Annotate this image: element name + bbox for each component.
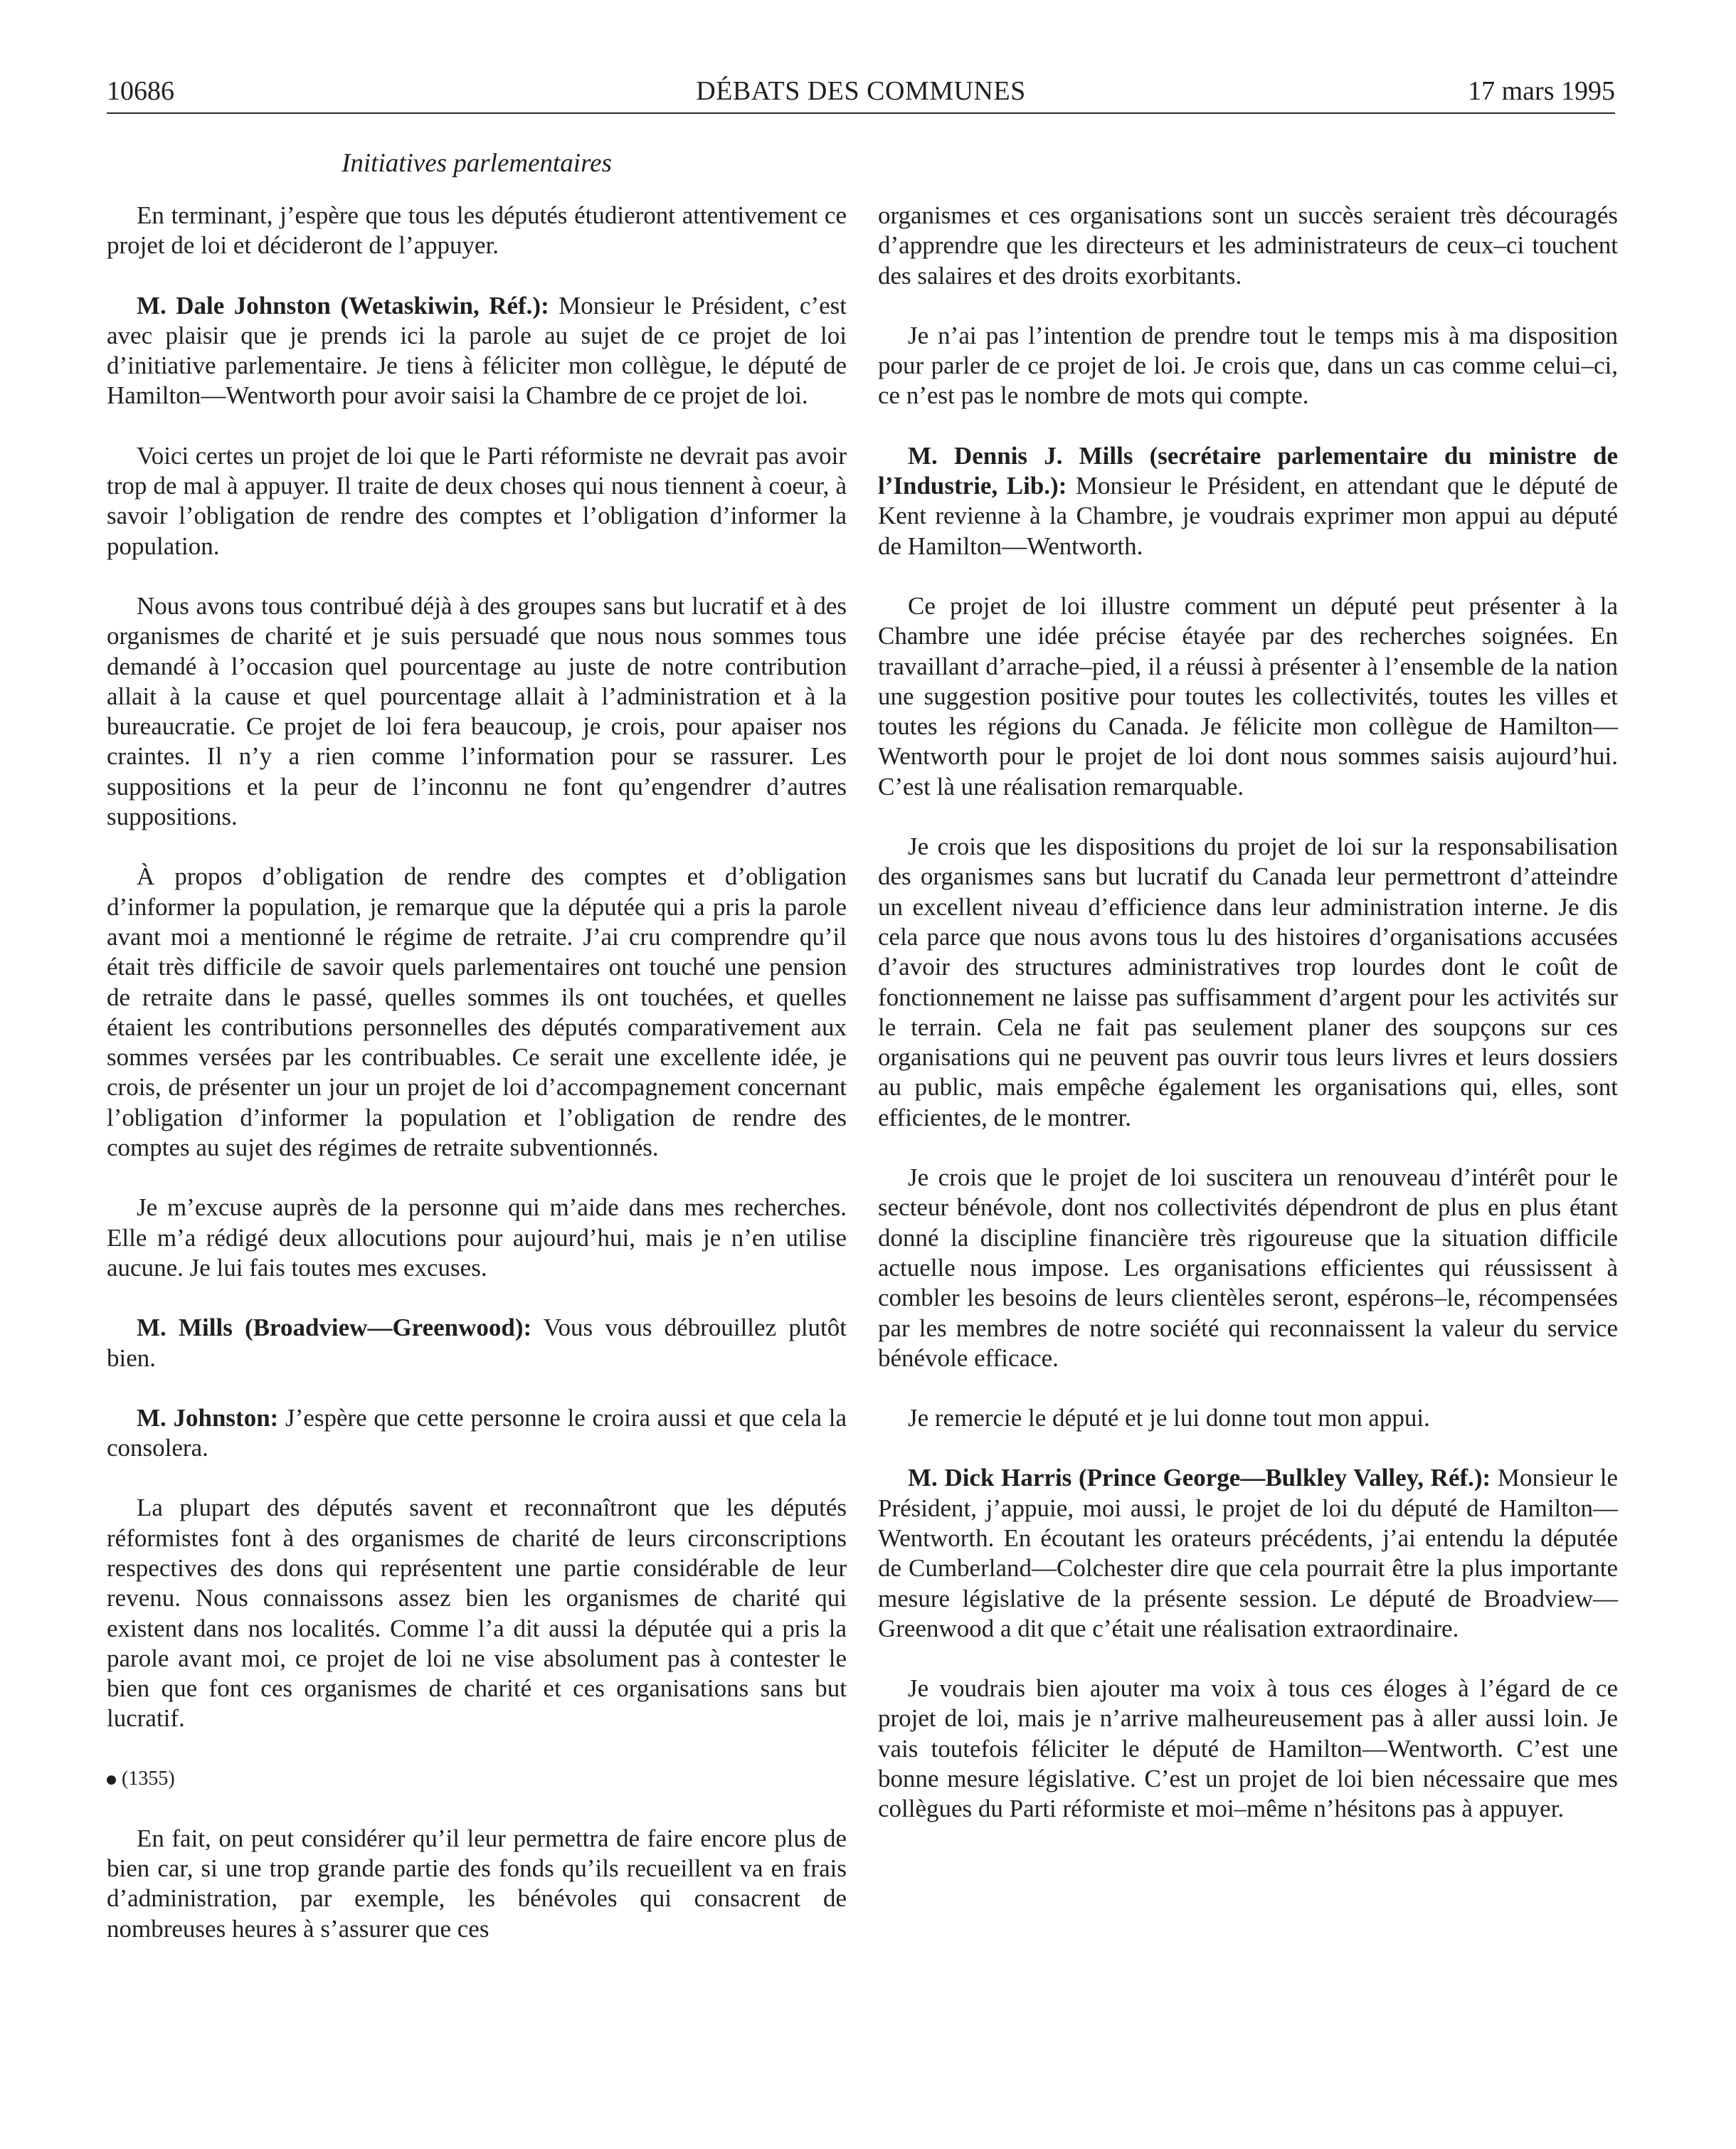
section-title: Initiatives parlementaires: [342, 149, 612, 178]
page-number: 10686: [107, 76, 174, 106]
timestamp-text: (1355): [122, 1767, 175, 1790]
paragraph: En fait, on peut considérer qu’il leur permettra de faire encore plus de bien car, si une trop grande partie des fonds qu’ils recueillent va en frais d’administration, par exemple, les bénévoles qui consacrent de nombreuses heures à s’assurer que ces: [107, 1824, 847, 1943]
page-header: [107, 70, 1615, 112]
paragraph: Je remercie le député et je lui donne tout mon appui.: [908, 1404, 1430, 1432]
paragraph: Je m’excuse auprès de la personne qui m’aide dans mes recherches. Elle m’a rédigé deux allocutions pour aujourd’hui, mais je n’en utilise aucune. Je lui fais toutes mes excuses.: [107, 1193, 847, 1282]
timestamp-marker: [107, 1764, 847, 1794]
speech-paragraph: [107, 1403, 847, 1464]
bullet-icon: [107, 1775, 116, 1785]
speaker-name: M. Mills (Broadview—Greenwood):: [137, 1314, 532, 1342]
paragraph: Voici certes un projet de loi que le Parti réformiste ne devrait pas avoir trop de mal à appuyer. Il traite de deux choses qui nous tiennent à coeur, à savoir l’obligation de rendre des comptes et l’obligation d’informer la population.: [107, 441, 847, 560]
left-column: [107, 201, 847, 1974]
paragraph: Je crois que le projet de loi suscitera un renouveau d’intérêt pour le secteur bénévole, dont nos collectivités dépendront de plus en plus étant donné la discipline financière très rigoureuse que la situation difficile actuelle nous impose. Les organisations efficientes qui réussissent à combler les besoins de leurs clientèles seront, espérons–le, récompensées par les membres de notre société qui reconnaissent la valeur du service bénévole efficace.: [878, 1163, 1618, 1372]
speech-text: Vous vous débrouillez plutôt bien.: [107, 1314, 847, 1372]
speaker-name: M. Dick Harris (Prince George—Bulkley Valley, Réf.):: [908, 1464, 1491, 1492]
speech-text: Monsieur le Président, en attendant que le député de Kent revienne à la Chambre, je voudrais exprimer mon appui au député de Hamilton—Wentworth.: [878, 472, 1618, 560]
speech-text: J’espère que cette personne le croira aussi et que cela la consolera.: [107, 1403, 847, 1462]
speech-paragraph: [107, 1313, 847, 1373]
paragraph: Je crois que les dispositions du projet de loi sur la responsabilisation des organismes sans but lucratif du Canada leur permettront d’atteindre un excellent niveau d’efficience dans leur administration interne. Je dis cela parce que nous avons tous lu des histoires d’organisations accusées d’avoir des structures administratives trop lourdes dont le coût de fonctionnement ne laisse pas suffisamment d’argent pour les activités sur le terrain. Cela ne fait pas seulement planer des soupçons sur ces organisations qui ne peuvent pas ouvrir tous leurs livres et leurs dossiers au public, mais empêche également les organisations qui, elles, sont efficientes, de le montrer.: [878, 833, 1618, 1131]
header-date: 17 mars 1995: [1468, 76, 1615, 106]
speech-text: Monsieur le Président, j’appuie, moi aussi, le projet de loi du député de Hamilton—Wentworth. En écoutant les orateurs précédents, j’ai entendu la députée de Cumberland—Colchester dire que cela pourrait être la plus importante mesure législative de la présente session. Le député de Broadview—Greenwood a dit que c’était une réalisation extraordinaire.: [878, 1464, 1618, 1642]
speaker-name: M. Dennis J. Mills (secrétaire parlementaire du ministre de l’Industrie, Lib.):: [878, 441, 1618, 500]
speaker-name: M. Dale Johnston (Wetaskiwin, Réf.):: [137, 291, 549, 320]
right-column: [878, 201, 1618, 1854]
paragraph: Je voudrais bien ajouter ma voix à tous ces éloges à l’égard de ce projet de loi, mais je n’arrive malheureusement pas à aller aussi loin. Je vais toutefois féliciter le député de Hamilton—Wentworth. C’est une bonne mesure législative. C’est un projet de loi bien nécessaire que mes collègues du Parti réformiste et moi–même n’hésitons pas à appuyer.: [878, 1674, 1618, 1823]
speech-paragraph: [878, 1463, 1618, 1644]
header-rule: [107, 112, 1615, 114]
paragraph: La plupart des députés savent et reconnaîtront que les députés réformistes font à des organismes de charité de leurs circonscriptions respectives des dons qui représentent une partie considérable de leur revenu. Nous connaissons assez bien les organismes de charité qui existent dans nos localités. Comme l’a dit aussi la députée qui a pris la parole avant moi, ce projet de loi ne vise absolument pas à contester le bien que font ces organismes de charité et ces organisations sans but lucratif.: [107, 1494, 847, 1733]
speech-paragraph: [107, 291, 847, 411]
journal-title: DÉBATS DES COMMUNES: [696, 76, 1026, 106]
paragraph: En terminant, j’espère que tous les députés étudieront attentivement ce projet de loi et décideront de l’appuyer.: [107, 201, 847, 260]
paragraph-continuation: organismes et ces organisations sont un succès seraient très découragés d’apprendre que les directeurs et les administrateurs de ceux–ci touchent des salaires et des droits exorbitants.: [878, 201, 1618, 290]
speech-text: Monsieur le Président, c’est avec plaisir que je prends ici la parole au sujet de ce projet de loi d’initiative parlementaire. Je tiens à féliciter mon collègue, le député de Hamilton—Wentworth pour avoir saisi la Chambre de ce projet de loi.: [107, 291, 847, 410]
paragraph: À propos d’obligation de rendre des comptes et d’obligation d’informer la population, je remarque que la députée qui a pris la parole avant moi a mentionné le régime de retraite. J’ai cru comprendre qu’il était très difficile de savoir quels parlementaires ont touché une pension de retraite dans le passé, quelles sommes ils ont touchées, et quelles étaient les contributions personnelles des députés comparativement aux sommes versées par les contribuables. Ce serait une excellente idée, je crois, de présenter un jour un projet de loi d’accompagnement concernant l’obligation d’informer la population et l’obligation de rendre des comptes au sujet des régimes de retraite subventionnés.: [107, 862, 847, 1162]
speech-paragraph: [878, 441, 1618, 561]
paragraph: Je n’ai pas l’intention de prendre tout le temps mis à ma disposition pour parler de ce projet de loi. Je crois que, dans un cas comme celui–ci, ce n’est pas le nombre de mots qui compte.: [878, 321, 1618, 410]
paragraph: Ce projet de loi illustre comment un député peut présenter à la Chambre une idée précise étayée par des recherches soignées. En travaillant d’arrache–pied, il a réussi à présenter à l’ensemble de la nation une suggestion positive pour toutes les collectivités, toutes les villes et toutes les régions du Canada. Je félicite mon collègue de Hamilton—Wentworth pour le projet de loi dont nous sommes saisis aujourd’hui. C’est là une réalisation remarquable.: [878, 591, 1618, 801]
paragraph: Nous avons tous contribué déjà à des groupes sans but lucratif et à des organismes de charité et je suis persuadé que nous nous sommes tous demandé à l’occasion quel pourcentage au juste de notre contribution allait à la cause et quel pourcentage allait à l’administration et à la bureaucratie. Ce projet de loi fera beaucoup, je crois, pour apaiser nos craintes. Il n’y a rien comme l’information pour se rassurer. Les suppositions et la peur de l’inconnu ne font qu’engendrer d’autres suppositions.: [107, 591, 847, 831]
speaker-name: M. Johnston:: [137, 1403, 279, 1432]
